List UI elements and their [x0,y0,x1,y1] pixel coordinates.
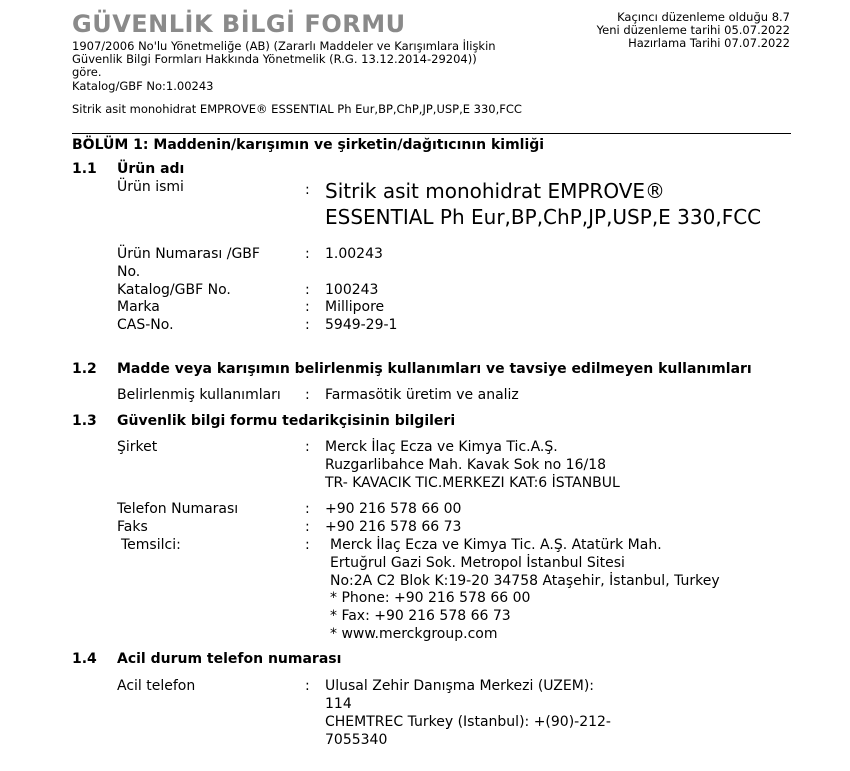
company-address: TR- KAVACIK TIC.MERKEZI KAT:6 İSTANBUL [325,475,620,491]
phone-value: +90 216 578 66 00 [325,501,462,517]
colon: : [305,387,310,403]
uses-label: Belirlenmiş kullanımları [117,387,281,403]
cas-label: CAS-No. [117,317,174,333]
section-1-title: BÖLÜM 1: Maddenin/karışımın ve şirketin/dağıtıcının kimliği [72,137,545,153]
subsection-number: 1.2 [72,361,97,377]
company-address: Merck İlaç Ecza ve Kimya Tic.A.Ş. [325,439,558,455]
emergency-label: Acil telefon [117,678,196,694]
subsection-title: Ürün adı [117,161,185,177]
company-label: Şirket [117,439,158,455]
company-address: Ruzgarlibahce Mah. Kavak Sok no 16/18 [325,457,607,473]
product-number-label: No. [117,264,141,280]
catalog-label: Katalog/GBF No. [117,282,231,298]
colon: : [305,501,310,517]
product-name-value: Sitrik asit monohidrat EMPROVE® [325,179,666,203]
emergency-line: 7055340 [325,732,388,748]
subsection-number: 1.4 [72,651,97,667]
colon: : [305,182,310,198]
regulation-line: göre. [72,65,102,79]
revision-date: Yeni düzenleme tarihi 05.07.2022 [596,23,790,37]
website-line: * www.merckgroup.com [330,626,498,642]
phone-label: Telefon Numarası [117,501,239,517]
representative-line: * Phone: +90 216 578 66 00 [330,590,531,606]
representative-line: * Fax: +90 216 578 66 73 [330,608,511,624]
catalog-value: 100243 [325,282,379,298]
product-name-label: Ürün ismi [117,179,184,195]
product-name-value: ESSENTIAL Ph Eur,BP,ChP,JP,USP,E 330,FCC [325,205,762,229]
product-number-label: Ürün Numarası /GBF [117,246,260,262]
regulation-line: Güvenlik Bilgi Formları Hakkında Yönetmelik (R.G. 13.12.2014-29204)) [72,52,477,66]
colon: : [305,537,310,553]
colon: : [305,678,310,694]
colon: : [305,246,310,262]
uses-value: Farmasötik üretim ve analiz [325,387,519,403]
fax-label: Faks [117,519,148,535]
cas-value: 5949-29-1 [325,317,398,333]
product-line: Sitrik asit monohidrat EMPROVE® ESSENTIAL Ph Eur,BP,ChP,JP,USP,E 330,FCC [72,102,522,116]
representative-label: Temsilci: [121,537,181,553]
colon: : [305,282,310,298]
subsection-title: Acil durum telefon numarası [117,651,342,667]
colon: : [305,439,310,455]
colon: : [305,299,310,315]
section-divider [72,133,791,134]
colon: : [305,317,310,333]
revision-number: Kaçıncı düzenleme olduğu 8.7 [617,10,790,24]
emergency-line: 114 [325,696,352,712]
subsection-number: 1.1 [72,161,97,177]
colon: : [305,519,310,535]
representative-line: No:2A C2 Blok K:19-20 34758 Ataşehir, İstanbul, Turkey [330,573,720,589]
print-date: Hazırlama Tarihi 07.07.2022 [628,36,790,50]
emergency-line: Ulusal Zehir Danışma Merkezi (UZEM): [325,678,594,694]
fax-value: +90 216 578 66 73 [325,519,462,535]
brand-value: Millipore [325,299,385,315]
catalog-line: Katalog/GBF No:1.00243 [72,79,214,93]
document-title: GÜVENLİK BİLGİ FORMU [72,10,406,38]
representative-line: Merck İlaç Ecza ve Kimya Tic. A.Ş. Atatürk Mah. [330,537,662,553]
brand-label: Marka [117,299,160,315]
representative-line: Ertuğrul Gazi Sok. Metropol İstanbul Sitesi [330,555,625,571]
subsection-title: Madde veya karışımın belirlenmiş kullanımları ve tavsiye edilmeyen kullanımları [117,361,752,377]
product-number-value: 1.00243 [325,246,383,262]
regulation-line: 1907/2006 No'lu Yönetmeliğe (AB) (Zararlı Maddeler ve Karışımlara İlişkin [72,39,496,53]
subsection-number: 1.3 [72,413,97,429]
emergency-line: CHEMTREC Turkey (Istanbul): +(90)-212- [325,714,611,730]
subsection-title: Güvenlik bilgi formu tedarikçisinin bilgileri [117,413,456,429]
